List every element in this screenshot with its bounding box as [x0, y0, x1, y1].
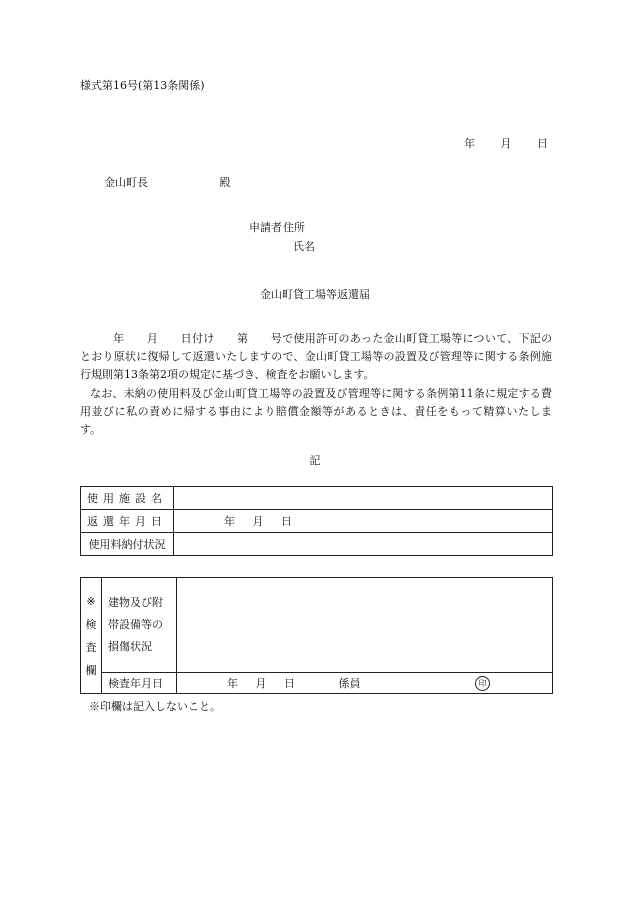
applicant-name-field[interactable]: 氏名 [293, 240, 315, 253]
document-title: 金山町貸工場等返還届 [260, 288, 370, 301]
inspection-mark-char: 検 [85, 617, 97, 631]
return-date-field[interactable] [174, 510, 553, 533]
inspection-mark-asterisk: ※ [86, 594, 96, 608]
table-row [81, 510, 553, 533]
addressee [104, 177, 231, 188]
facility-name-field[interactable] [174, 487, 553, 510]
submission-date[interactable] [442, 138, 548, 149]
ki-heading: 記 [309, 454, 321, 467]
form-number: 様式第16号(第13条関係) [80, 79, 205, 92]
return-date-day: 日 [281, 514, 292, 528]
return-date-label: 返還年月日 [81, 510, 174, 533]
date-year-label: 年 [464, 137, 475, 150]
inspection-mark-char: 査 [85, 640, 97, 654]
inspection-date-month: 月 [255, 676, 267, 690]
fee-status-field[interactable] [174, 533, 553, 556]
return-date-month: 月 [252, 514, 264, 528]
table-row [81, 578, 553, 673]
staff-label: 係員 [338, 676, 361, 690]
return-date-year: 年 [224, 514, 235, 528]
inspection-date-field[interactable] [177, 673, 553, 694]
table-row [81, 673, 553, 694]
addressee-honorific: 殿 [219, 176, 231, 189]
damage-status-label [102, 578, 177, 673]
date-day-label: 日 [537, 137, 548, 150]
inspection-table [80, 577, 553, 694]
applicant-address-field[interactable]: 住所 [283, 221, 305, 234]
addressee-name: 金山町長 [104, 176, 148, 189]
inspection-date-day: 日 [284, 676, 295, 690]
date-month-label: 月 [500, 137, 512, 150]
damage-label-line: 建物及び附 [108, 596, 163, 609]
inspection-date-year: 年 [227, 676, 238, 690]
inspection-date-label: 検査年月日 [102, 673, 177, 694]
applicant-label: 申請者 [249, 221, 282, 234]
inspection-column-mark [81, 578, 102, 694]
seal-icon: 印 [475, 676, 490, 691]
return-info-table [80, 486, 553, 556]
facility-name-label: 使用施設名 [81, 487, 174, 510]
damage-label-line: 帯設備等の [108, 618, 163, 631]
table-row [81, 533, 553, 556]
table-row [81, 487, 553, 510]
fee-status-label: 使用料納付状況 [81, 533, 174, 556]
damage-label-line: 損傷状況 [108, 640, 152, 653]
body-paragraph-settlement: なお、未納の使用料及び金山町貸工場等の設置及び管理等に関する条例第11条に規定する費用並びに私の責めに帰する事由により賠償金額等があるときは、責任をもって精算いたします。 [80, 387, 552, 436]
damage-status-field[interactable] [177, 578, 553, 673]
footnote: ※印欄は記入しないこと。 [89, 700, 221, 713]
body-paragraph-request: 年 月 日付け 第 号で使用許可のあった金山町貸工場等について、下記のとおり原状に復帰して返還いたしますので、金山町貸工場等の設置及び管理等に関する条例施行規則第13条第2項の規定に基づき、検査をお願いします。 [80, 332, 552, 381]
inspection-mark-char: 欄 [85, 663, 97, 677]
